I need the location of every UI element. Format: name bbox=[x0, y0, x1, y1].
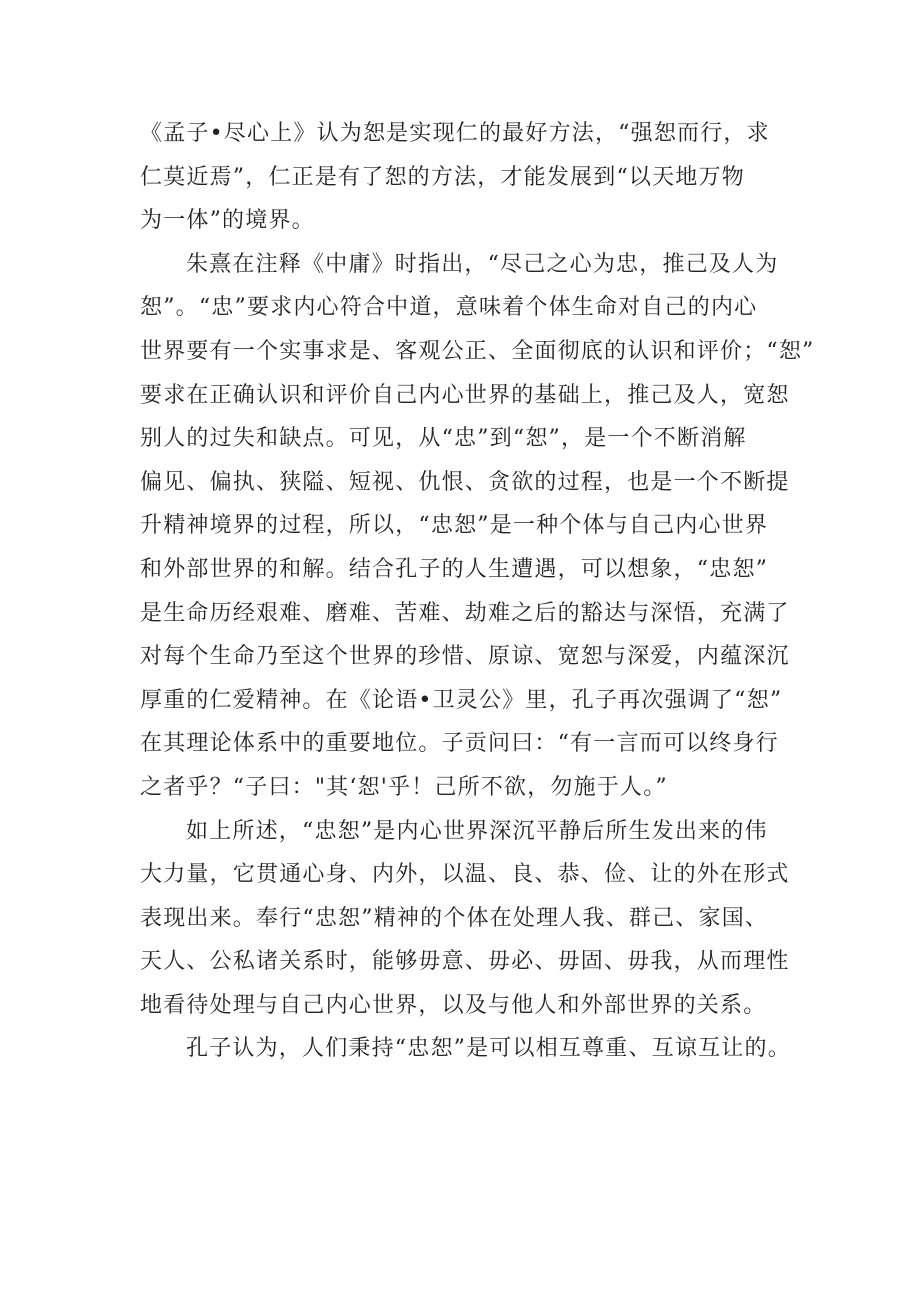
text-line: 表现出来。奉行“忠恕”精神的个体在处理人我、群己、家国、 bbox=[140, 905, 769, 931]
text-line: 地看待处理与自己内心世界，以及与他人和外部世界的关系。 bbox=[140, 992, 767, 1018]
text-line: 《孟子•尽心上》认为恕是实现仁的最好方法，“强恕而行，求 bbox=[140, 121, 770, 146]
text-line: 大力量，它贯通心身、内外，以温、良、恭、俭、让的外在形式 bbox=[140, 862, 790, 888]
paragraph-start-line: 朱熹在注释《中庸》时指出，“尽己之心为忠，推己及人为 bbox=[186, 251, 779, 277]
text-line: 为一体”的境界。 bbox=[140, 208, 315, 234]
text-line: 天人、公私诸关系时，能够毋意、毋必、毋固、毋我，从而理性 bbox=[140, 949, 790, 975]
text-line: 世界要有一个实事求是、客观公正、全面彻底的认识和评价；“恕” bbox=[140, 338, 815, 364]
text-line: 之者乎？“子曰："其‘恕'乎！己所不欲，勿施于人。” bbox=[140, 774, 668, 800]
text-line: 在其理论体系中的重要地位。子贡问曰：“有一言而可以终身行 bbox=[140, 731, 779, 757]
paragraph-start-line: 如上所述，“忠恕”是内心世界深沉平静后所生发出来的伟 bbox=[186, 818, 768, 844]
text-line: 仁莫近焉”，仁正是有了恕的方法，才能发展到“以天地万物 bbox=[140, 164, 745, 190]
text-line: 是生命历经艰难、磨难、苦难、劫难之后的豁达与深悟，充满了 bbox=[140, 600, 790, 626]
text-line: 别人的过失和缺点。可见，从“忠”到“恕”，是一个不断消解 bbox=[140, 426, 747, 452]
body-text bbox=[140, 112, 815, 1071]
text-line: 升精神境界的过程，所以，“忠恕”是一种个体与自己内心世界 bbox=[140, 513, 769, 539]
text-line: 厚重的仁爱精神。在《论语•卫灵公》里，孔子再次强调了“恕” bbox=[140, 687, 783, 713]
text-line: 偏见、偏执、狭隘、短视、仇恨、贪欲的过程，也是一个不断提 bbox=[140, 469, 790, 495]
text-line: 对每个生命乃至这个世界的珍惜、原谅、宽恕与深爱，内蕴深沉 bbox=[140, 644, 790, 670]
text-line: 和外部世界的和解。结合孔子的人生遭遇，可以想象，“忠恕” bbox=[140, 556, 769, 582]
text-line: 要求在正确认识和评价自己内心世界的基础上，推己及人，宽恕 bbox=[140, 382, 790, 408]
text-line: 恕”。“忠”要求内心符合中道，意味着个体生命对自己的内心 bbox=[140, 295, 758, 321]
paragraph-start-line: 孔子认为，人们秉持“忠恕”是可以相互尊重、互谅互让的。 bbox=[186, 1036, 791, 1062]
